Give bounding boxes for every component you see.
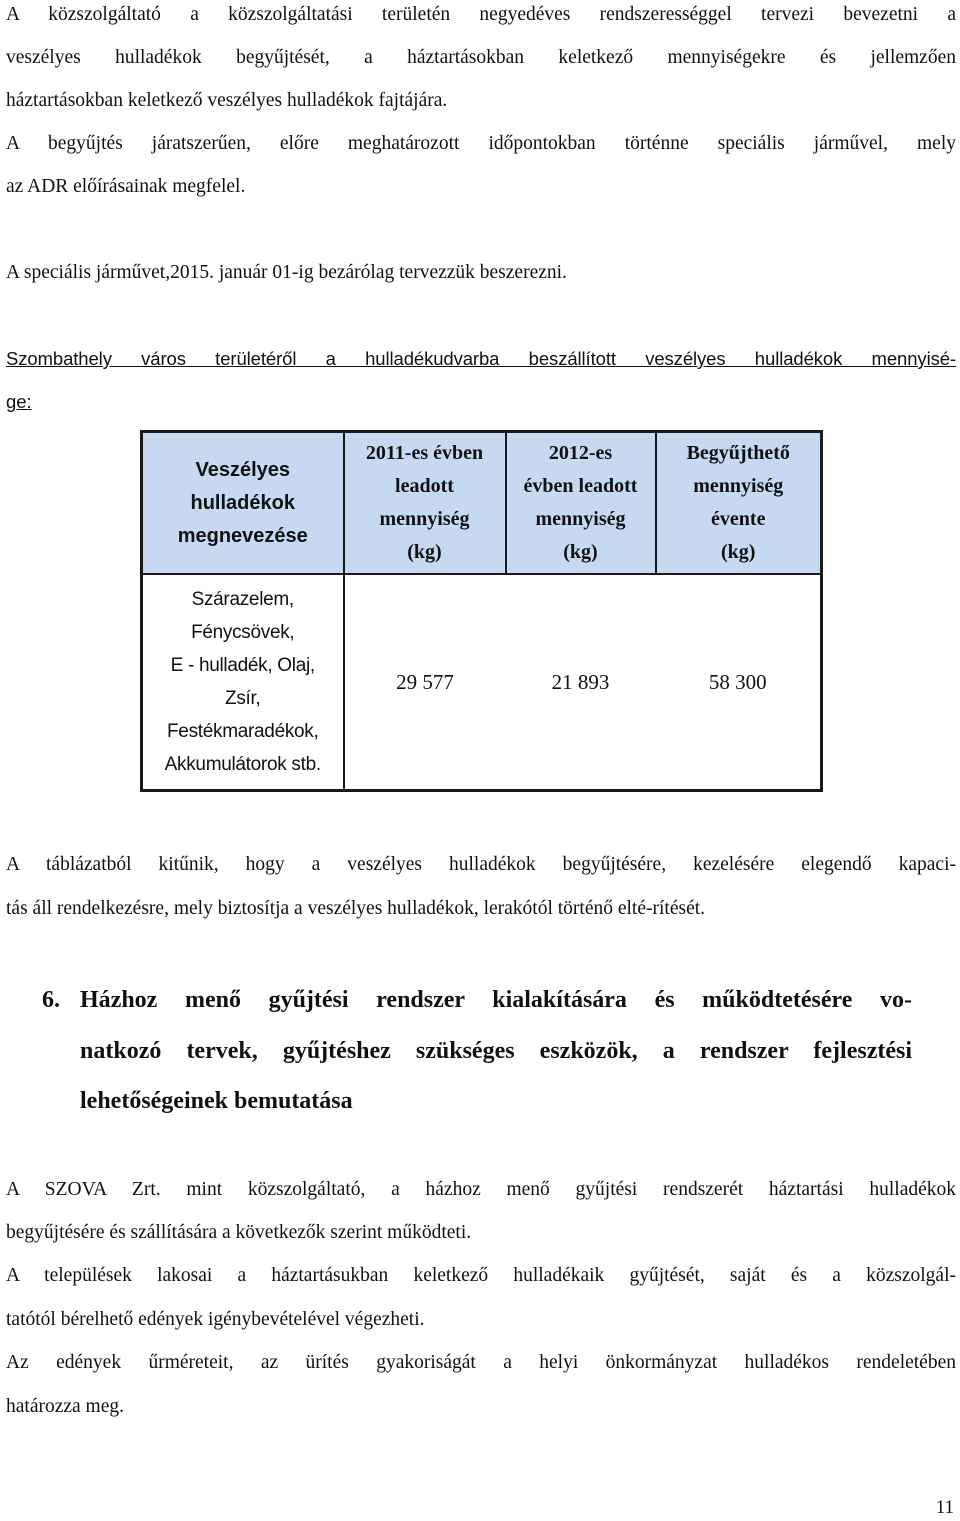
intro-line-1: A közszolgáltató a közszolgáltatási területén negyedéves rendszerességgel tervezi bevezetni a: [6, 4, 956, 25]
intro-line-4: A begyűjtés járatszerűen, előre meghatározott időpontokban történne speciális járművel, mely: [6, 133, 956, 154]
waste-name-cell: Szárazelem, Fénycsövek, E - hulladék, Olaj, Zsír, Festékmaradékok, Akkumulátorok stb.: [142, 574, 344, 791]
header-collectable: Begyűjthető mennyiség évente (kg): [656, 432, 822, 575]
body-line-3: A települések lakosai a háztartásukban keletkező hulladékaik gyűjtését, saját és a közszolgál-: [6, 1265, 956, 1286]
page-number: 11: [935, 1497, 954, 1518]
value-2011-cell: 29 577: [344, 574, 506, 791]
header-2012: 2012-es évben leadott mennyiség (kg): [506, 432, 656, 575]
table-row: [142, 574, 822, 791]
body-line-6: határozza meg.: [6, 1396, 125, 1417]
conclusion-line-2: tás áll rendelkezésre, mely biztosítja a veszélyes hulladékok, lerakótól történő elté-rítését.: [6, 898, 706, 919]
section-number: 6.: [42, 987, 60, 1013]
body-line-5: Az edények űrméreteit, az ürítés gyakoriságát a helyi önkormányzat hulladékos rendeletében: [6, 1352, 956, 1373]
section-title-line-1: Házhoz menő gyűjtési rendszer kialakítására és működtetésére vo-: [80, 987, 912, 1013]
header-waste-name: Veszélyes hulladékok megnevezése: [142, 432, 344, 575]
body-line-4: tatótól bérelhető edények igénybevételével végezheti.: [6, 1309, 425, 1330]
table-caption-line-1: Szombathely város területéről a hulladékudvarba beszállított veszélyes hulladékok mennyisé-: [6, 348, 956, 369]
vehicle-note: A speciális járművet,2015. január 01-ig bezárólag tervezzük beszerezni.: [6, 262, 567, 283]
header-2011: 2011-es évben leadott mennyiség (kg): [344, 432, 506, 575]
intro-line-5: az ADR előírásainak megfelel.: [6, 176, 246, 197]
table-caption-line-2: ge:: [6, 391, 32, 412]
section-title-line-3: lehetőségeinek bemutatása: [80, 1088, 353, 1114]
conclusion-line-1: A táblázatból kitűnik, hogy a veszélyes hulladékok begyűjtésére, kezelésére elegendő kapaci-: [6, 854, 956, 875]
body-line-1: A SZOVA Zrt. mint közszolgáltató, a házhoz menő gyűjtési rendszerét háztartási hulladékok: [6, 1179, 956, 1200]
hazardous-waste-table: [140, 430, 823, 792]
collectable-cell: 58 300: [656, 574, 822, 791]
body-line-2: begyűjtésére és szállítására a következők szerint működteti.: [6, 1222, 472, 1243]
intro-line-2: veszélyes hulladékok begyűjtését, a háztartásokban keletkező mennyiségekre és jellemzően: [6, 47, 956, 68]
section-title-line-2: natkozó tervek, gyűjtéshez szükséges eszközök, a rendszer fejlesztési: [80, 1038, 912, 1064]
value-2012-cell: 21 893: [506, 574, 656, 791]
table-header-row: [142, 432, 822, 575]
intro-line-3: háztartásokban keletkező veszélyes hulladékok fajtájára.: [6, 90, 448, 111]
